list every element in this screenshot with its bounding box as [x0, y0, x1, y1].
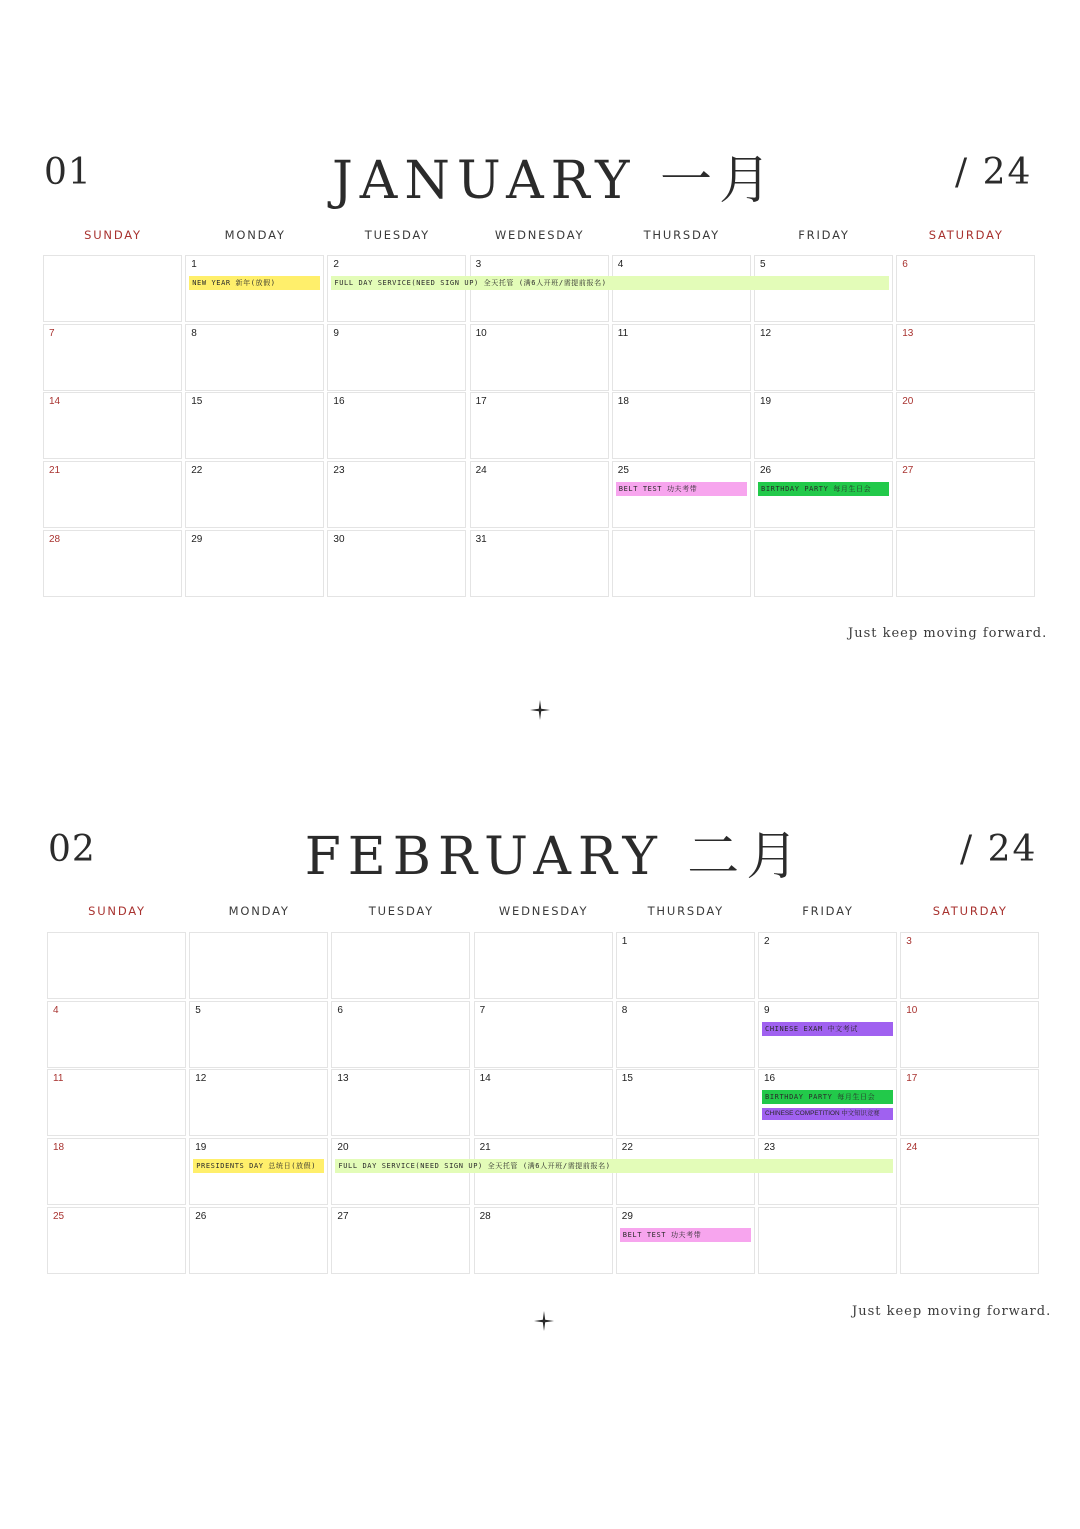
- month-year: / 24: [960, 829, 1038, 870]
- day-cell[interactable]: [189, 1069, 328, 1136]
- weekday-saturday: SATURDAY: [932, 904, 1008, 918]
- day-cell[interactable]: [616, 932, 755, 999]
- day-number: 15: [191, 396, 203, 408]
- event-label[interactable]: BELT TEST 功夫考带: [620, 1228, 751, 1242]
- day-number: 10: [906, 1004, 918, 1016]
- day-number: 7: [479, 1004, 486, 1016]
- day-number: 25: [617, 465, 629, 477]
- day-cell[interactable]: [474, 932, 613, 999]
- day-number: 18: [617, 396, 629, 408]
- day-number: 8: [621, 1004, 628, 1016]
- day-number: 19: [195, 1142, 207, 1154]
- day-cell[interactable]: [900, 932, 1039, 999]
- day-cell[interactable]: [900, 1001, 1039, 1068]
- day-number: 9: [764, 1004, 770, 1016]
- day-number: 16: [333, 396, 345, 408]
- month-number: 01: [44, 152, 92, 193]
- day-cell[interactable]: [189, 932, 328, 999]
- weekday-saturday: SATURDAY: [928, 228, 1004, 242]
- day-number: 22: [621, 1142, 633, 1154]
- day-number: 26: [195, 1210, 207, 1222]
- day-number: 18: [53, 1142, 65, 1154]
- day-number: 19: [760, 396, 772, 408]
- day-cell[interactable]: [616, 1001, 755, 1068]
- event-label[interactable]: BELT TEST 功夫考带: [616, 482, 747, 496]
- day-number: 30: [333, 533, 345, 545]
- day-number: 24: [475, 465, 487, 477]
- day-cell[interactable]: [47, 1138, 186, 1205]
- day-number: 12: [195, 1073, 207, 1085]
- day-number: 31: [475, 533, 487, 545]
- day-cell[interactable]: [331, 1207, 470, 1274]
- day-number: 13: [902, 327, 914, 339]
- day-number: 23: [764, 1142, 776, 1154]
- day-cell[interactable]: [900, 1207, 1039, 1274]
- weekday-monday: MONDAY: [224, 228, 286, 242]
- weekday-wednesday: WEDNESDAY: [494, 228, 585, 242]
- day-cell[interactable]: [758, 932, 897, 999]
- day-cell[interactable]: [189, 1207, 328, 1274]
- day-cell[interactable]: [189, 1001, 328, 1068]
- weekday-sunday: SUNDAY: [84, 228, 142, 242]
- day-number: 2: [764, 936, 770, 947]
- event-label[interactable]: CHINESE COMPETITION 中文知识竞赛: [762, 1108, 893, 1120]
- day-number: 26: [760, 465, 772, 477]
- day-number: 15: [621, 1073, 633, 1085]
- day-number: 20: [902, 396, 914, 408]
- quote-text: Just keep moving forward.: [848, 626, 1048, 641]
- day-number: 11: [617, 327, 629, 339]
- quote-text: Just keep moving forward.: [852, 1304, 1052, 1319]
- month-number: 02: [48, 829, 96, 870]
- day-number: 27: [337, 1210, 349, 1222]
- day-cell[interactable]: [331, 932, 470, 999]
- day-cell[interactable]: [758, 1207, 897, 1274]
- weekday-sunday: SUNDAY: [88, 904, 146, 918]
- day-number: 14: [479, 1073, 491, 1085]
- day-number: 14: [49, 396, 61, 408]
- day-number: 21: [479, 1142, 491, 1154]
- day-number: 1: [621, 936, 628, 947]
- day-cell[interactable]: [331, 1069, 470, 1136]
- day-cell[interactable]: [474, 1207, 613, 1274]
- day-number: 8: [191, 327, 197, 339]
- day-cell[interactable]: [900, 1069, 1039, 1136]
- day-number: 7: [49, 327, 55, 339]
- day-number: 5: [760, 259, 766, 270]
- event-label[interactable]: FULL DAY SERVICE(NEED SIGN UP) 全天托管 (满6人开班/需提前报名): [331, 276, 889, 290]
- event-label[interactable]: FULL DAY SERVICE(NEED SIGN UP) 全天托管 (满6人开班/需提前报名): [335, 1159, 893, 1173]
- event-label[interactable]: PRESIDENTS DAY 总统日(放假): [193, 1159, 324, 1173]
- weekday-monday: MONDAY: [228, 904, 290, 918]
- day-number: 25: [53, 1210, 65, 1222]
- day-number: 6: [902, 259, 908, 270]
- day-number: 4: [53, 1004, 59, 1016]
- day-number: 28: [49, 533, 61, 545]
- weekday-friday: FRIDAY: [802, 904, 854, 918]
- day-cell[interactable]: [331, 1001, 470, 1068]
- month-year: / 24: [955, 152, 1033, 193]
- month-title: FEBRUARY 二月: [304, 827, 806, 887]
- weekday-tuesday: TUESDAY: [368, 904, 435, 918]
- day-number: 17: [906, 1073, 918, 1085]
- day-number: 23: [333, 465, 345, 477]
- day-number: 3: [475, 259, 482, 270]
- day-number: 29: [191, 533, 203, 545]
- day-number: 12: [760, 327, 772, 339]
- day-number: 22: [191, 465, 203, 477]
- day-number: 28: [479, 1210, 491, 1222]
- day-number: 27: [902, 465, 914, 477]
- day-cell[interactable]: [900, 1138, 1039, 1205]
- event-label[interactable]: NEW YEAR 新年(放假): [189, 276, 320, 290]
- event-label[interactable]: CHINESE EXAM 中文考试: [762, 1022, 893, 1036]
- day-number: 6: [337, 1004, 343, 1016]
- weekday-friday: FRIDAY: [798, 228, 850, 242]
- month-title: JANUARY 一月: [331, 151, 779, 211]
- day-number: 17: [475, 396, 487, 408]
- day-number: 10: [475, 327, 487, 339]
- day-number: 4: [617, 259, 624, 270]
- day-number: 13: [337, 1073, 349, 1085]
- weekday-tuesday: TUESDAY: [364, 228, 431, 242]
- day-cell[interactable]: [47, 932, 186, 999]
- day-cell[interactable]: [474, 1069, 613, 1136]
- day-number: 16: [764, 1073, 776, 1085]
- day-cell[interactable]: [47, 1069, 186, 1136]
- day-number: 1: [191, 259, 197, 270]
- day-number: 29: [621, 1210, 633, 1222]
- weekday-header: [47, 904, 1041, 924]
- event-label[interactable]: BIRTHDAY PARTY 每月生日会: [758, 482, 889, 496]
- day-number: 9: [333, 327, 339, 339]
- weekday-wednesday: WEDNESDAY: [498, 904, 589, 918]
- event-label[interactable]: BIRTHDAY PARTY 每月生日会: [762, 1090, 893, 1104]
- sparkle-icon: [534, 1311, 554, 1331]
- day-number: 3: [906, 936, 912, 947]
- day-number: 20: [337, 1142, 349, 1154]
- day-cell[interactable]: [47, 1207, 186, 1274]
- day-cell[interactable]: [616, 1069, 755, 1136]
- day-number: 5: [195, 1004, 201, 1016]
- day-number: 2: [333, 259, 339, 270]
- day-cell[interactable]: [474, 1001, 613, 1068]
- day-number: 21: [49, 465, 61, 477]
- weekday-thursday: THURSDAY: [647, 904, 725, 918]
- day-number: 24: [906, 1142, 918, 1154]
- weekday-thursday: THURSDAY: [643, 228, 721, 242]
- day-cell[interactable]: [47, 1001, 186, 1068]
- day-number: 11: [53, 1073, 64, 1085]
